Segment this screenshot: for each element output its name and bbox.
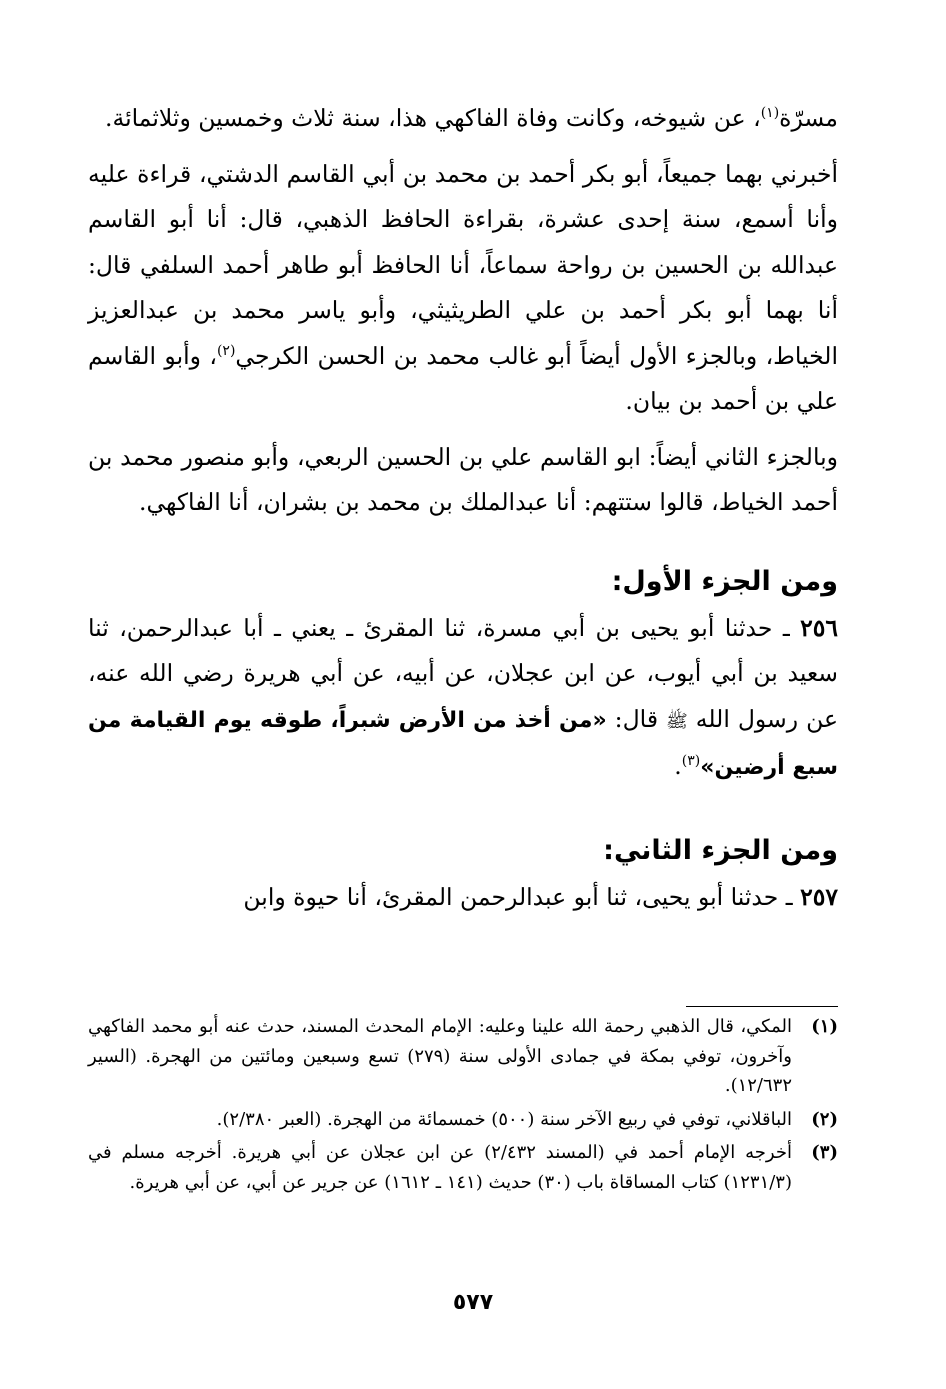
- paragraph-2-start: أخبرني بهما جميعاً، أبو بكر أحمد بن محمد بن أبي القاسم الدشتي، قراءة عليه وأنا أسمع، سنة إحدى عشرة، بقراءة الحافظ الذهبي، قال: أنا أبو القاسم عبدالله بن الحسين بن رواحة سماعاً، أنا الحافظ أبو طاهر أحمد السلفي قال: أنا بهما أبو بكر أحمد بن علي الطريثيثي، وأبو ياسر محمد بن عبدالعزيز الخياط، وبالجزء الأول أيضاً أبو غالب محمد بن الحسن الكرجي: [88, 159, 838, 370]
- paragraph-1-start: مسرّة: [779, 104, 838, 132]
- hadith-256-end: .: [674, 752, 682, 780]
- section-heading-part-two: ومن الجزء الثاني:: [603, 834, 838, 866]
- footnote-separator: [686, 1006, 838, 1007]
- section-heading-part-one: ومن الجزء الأول:: [611, 565, 838, 597]
- paragraph-1-rest: ، عن شيوخه، وكانت وفاة الفاكهي هذا، سنة ثلاث وخمسين وثلاثمائة.: [105, 104, 761, 132]
- hadith-256: [88, 606, 838, 791]
- footnote-mark: (٣): [811, 1142, 838, 1163]
- footnote-text: أخرجه الإمام أحمد في (المسند ٢/٤٣٢) عن ابن عجلان عن أبي هريرة. أخرجه مسلم في (١٢٣١/٣) كتاب المساقاة باب (٣٠) حديث (١٤١ ـ ١٦١٢) عن جرير عن أبي، عن أبي هريرة.: [88, 1142, 792, 1193]
- footnote-mark: (١): [811, 1016, 838, 1037]
- footnote-ref-2[interactable]: (٢): [216, 342, 236, 359]
- hadith-257: [88, 875, 838, 921]
- footnote-mark: (٢): [811, 1108, 838, 1130]
- paragraph-2-rest: ، وأبو القاسم علي بن أحمد بن بيان.: [88, 341, 838, 415]
- hadith-257-chain: ـ حدثنا أبو يحيى، ثنا أبو عبدالرحمن المقرئ، أنا حيوة وابن: [243, 882, 801, 911]
- paragraph-2: [88, 152, 838, 425]
- footnote-text: المكي، قال الذهبي رحمة الله علينا وعليه: الإمام المحدث المسند، حدث عنه أبو محمد الفاكهي وآخرون، توفي بمكة في جمادى الأولى سنة (٢٧٩) تسع وسبعين ومائتين من الهجرة. (السير ١٢/٦٣٢).: [88, 1016, 792, 1096]
- footnote-item: [88, 1105, 838, 1135]
- footnote-text: الباقلاني، توفي في ربيع الآخر سنة (٥٠٠) خمسمائة من الهجرة. (العبر ٢/٣٨٠).: [216, 1108, 792, 1130]
- footnote-item: [88, 1012, 838, 1101]
- footnotes: [88, 1012, 838, 1201]
- hadith-number-257: ٢٥٧: [800, 882, 838, 911]
- footnote-item: [88, 1138, 838, 1197]
- hadith-256-text: «من أخذ من الأرض شبراً، طوقه يوم القيامة من سبع أرضين»: [88, 707, 838, 780]
- paragraph-1: [88, 96, 838, 142]
- hadith-256-chain: ـ حدثنا أبو يحيى بن أبي مسرة، ثنا المقرئ ـ يعني ـ أبا عبدالرحمن، ثنا سعيد بن أبي أيوب، عن ابن عجلان، عن أبيه، عن أبي هريرة رضي الله عنه، عن رسول الله: [88, 613, 838, 733]
- footnote-ref-1[interactable]: (١): [760, 105, 780, 122]
- hadith-number-256: ٢٥٦: [800, 613, 838, 642]
- salla-ligature: ﷺ: [666, 710, 688, 732]
- page-number: ٥٧٧: [452, 1290, 494, 1315]
- paragraph-3: وبالجزء الثاني أيضاً: ابو القاسم علي بن الحسين الربعي، وأبو منصور محمد بن أحمد الخياط، قالوا ستتهم: أنا عبدالملك بن محمد بن بشران، أنا الفاكهي.: [88, 442, 838, 516]
- hadith-256-qal: قال:: [606, 704, 667, 733]
- footnote-ref-3[interactable]: (٣): [681, 753, 701, 770]
- main-text: [88, 96, 838, 920]
